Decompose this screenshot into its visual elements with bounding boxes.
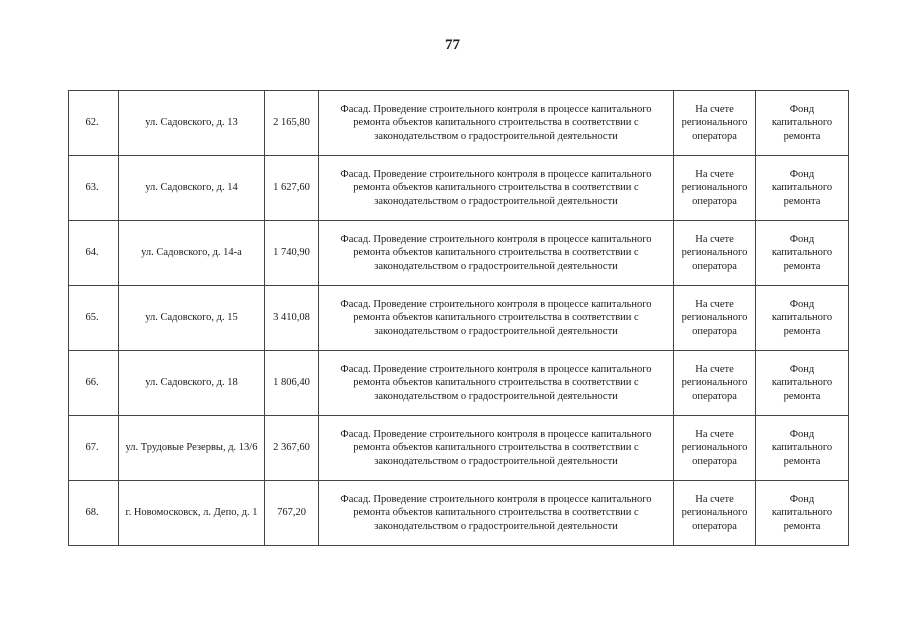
funding-method-cell: На счете регионального оператора bbox=[674, 416, 756, 481]
responsible-party-cell: Фонд капитального ремонта bbox=[756, 351, 849, 416]
work-description-cell: Фасад. Проведение строительного контроля в процессе капитального ремонта объектов капитального строительства в соответствии с законодательством о градостроительной деятельности bbox=[319, 286, 674, 351]
table-row bbox=[69, 416, 849, 481]
area-cell: 1 740,90 bbox=[265, 221, 319, 286]
address-cell: ул. Садовского, д. 14 bbox=[119, 156, 265, 221]
address-cell: ул. Садовского, д. 18 bbox=[119, 351, 265, 416]
work-description-cell: Фасад. Проведение строительного контроля в процессе капитального ремонта объектов капитального строительства в соответствии с законодательством о градостроительной деятельности bbox=[319, 416, 674, 481]
page-number: 77 bbox=[445, 37, 460, 53]
repair-works-table bbox=[68, 90, 849, 546]
row-number: 65. bbox=[69, 286, 119, 351]
table-row bbox=[69, 156, 849, 221]
responsible-party-cell: Фонд капитального ремонта bbox=[756, 156, 849, 221]
area-cell: 2 165,80 bbox=[265, 91, 319, 156]
table-body bbox=[69, 91, 849, 546]
row-number: 68. bbox=[69, 481, 119, 546]
work-description-cell: Фасад. Проведение строительного контроля в процессе капитального ремонта объектов капитального строительства в соответствии с законодательством о градостроительной деятельности bbox=[319, 221, 674, 286]
funding-method-cell: На счете регионального оператора bbox=[674, 221, 756, 286]
responsible-party-cell: Фонд капитального ремонта bbox=[756, 286, 849, 351]
funding-method-cell: На счете регионального оператора bbox=[674, 286, 756, 351]
address-cell: ул. Трудовые Резервы, д. 13/6 bbox=[119, 416, 265, 481]
area-cell: 3 410,08 bbox=[265, 286, 319, 351]
responsible-party-cell: Фонд капитального ремонта bbox=[756, 221, 849, 286]
address-cell: ул. Садовского, д. 13 bbox=[119, 91, 265, 156]
row-number: 62. bbox=[69, 91, 119, 156]
funding-method-cell: На счете регионального оператора bbox=[674, 91, 756, 156]
responsible-party-cell: Фонд капитального ремонта bbox=[756, 416, 849, 481]
responsible-party-cell: Фонд капитального ремонта bbox=[756, 481, 849, 546]
work-description-cell: Фасад. Проведение строительного контроля в процессе капитального ремонта объектов капитального строительства в соответствии с законодательством о градостроительной деятельности bbox=[319, 91, 674, 156]
funding-method-cell: На счете регионального оператора bbox=[674, 156, 756, 221]
funding-method-cell: На счете регионального оператора bbox=[674, 481, 756, 546]
table-row bbox=[69, 481, 849, 546]
work-description-cell: Фасад. Проведение строительного контроля в процессе капитального ремонта объектов капитального строительства в соответствии с законодательством о градостроительной деятельности bbox=[319, 481, 674, 546]
area-cell: 767,20 bbox=[265, 481, 319, 546]
row-number: 66. bbox=[69, 351, 119, 416]
row-number: 63. bbox=[69, 156, 119, 221]
table-row bbox=[69, 221, 849, 286]
address-cell: ул. Садовского, д. 14-а bbox=[119, 221, 265, 286]
address-cell: ул. Садовского, д. 15 bbox=[119, 286, 265, 351]
table-row bbox=[69, 286, 849, 351]
table-row bbox=[69, 351, 849, 416]
funding-method-cell: На счете регионального оператора bbox=[674, 351, 756, 416]
responsible-party-cell: Фонд капитального ремонта bbox=[756, 91, 849, 156]
table-row bbox=[69, 91, 849, 156]
address-cell: г. Новомосковск, л. Депо, д. 1 bbox=[119, 481, 265, 546]
row-number: 67. bbox=[69, 416, 119, 481]
row-number: 64. bbox=[69, 221, 119, 286]
work-description-cell: Фасад. Проведение строительного контроля в процессе капитального ремонта объектов капитального строительства в соответствии с законодательством о градостроительной деятельности bbox=[319, 351, 674, 416]
area-cell: 2 367,60 bbox=[265, 416, 319, 481]
work-description-cell: Фасад. Проведение строительного контроля в процессе капитального ремонта объектов капитального строительства в соответствии с законодательством о градостроительной деятельности bbox=[319, 156, 674, 221]
area-cell: 1 806,40 bbox=[265, 351, 319, 416]
area-cell: 1 627,60 bbox=[265, 156, 319, 221]
